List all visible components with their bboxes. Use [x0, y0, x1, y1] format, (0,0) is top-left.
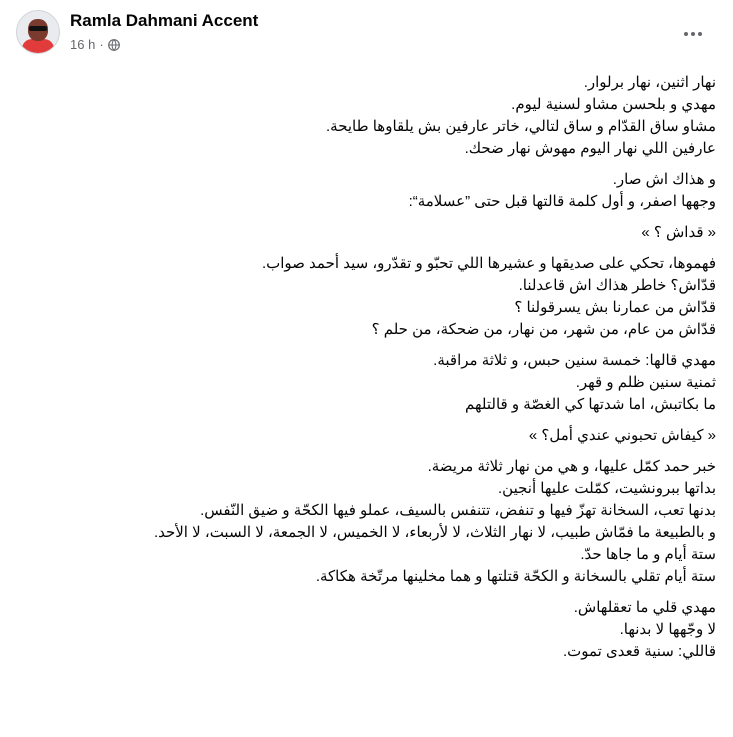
author-avatar[interactable]	[16, 10, 60, 54]
post-paragraph	[14, 425, 716, 447]
post-paragraph	[14, 253, 716, 341]
post-line: ستة أيام تقلي بالسخانة و الكحّة قتلتها و هما مخلينها مرتّخة هكاكة.	[315, 568, 716, 585]
post-text	[14, 72, 716, 672]
more-options-icon[interactable]	[680, 21, 706, 47]
post-line: مهدي قلي ما تعقلهاش.	[573, 599, 716, 616]
post-paragraph	[14, 597, 716, 663]
post-subline	[70, 37, 258, 53]
post-paragraph	[14, 72, 716, 160]
post-line: ما بكاتبش، اما شدتها كي الغصّة و قالتلهم	[465, 396, 716, 413]
post-line: قدّاش من عام، من شهر، من نهار، من ضحكة، من حلم ؟	[371, 321, 716, 338]
post-line: مهدي و بلحسن مشاو لسنية ليوم.	[511, 96, 716, 113]
post-line: قاللي: سنية قعدى تموت.	[562, 643, 716, 660]
post-line: نهار اثنين، نهار برلوار.	[583, 74, 716, 91]
post-line: خبر حمد كمّل عليها، و هي من نهار ثلاثة مريضة.	[427, 458, 716, 475]
post-header	[16, 10, 258, 54]
post-line: بداتها ببرونشيت، كمّلت عليها أنجين.	[498, 480, 716, 497]
separator-dot: ·	[99, 37, 104, 52]
post-line: قدّاش من عمارنا بش يسرقولنا ؟	[514, 299, 716, 316]
post-paragraph	[14, 222, 716, 244]
avatar-sunglasses	[29, 26, 47, 31]
post-paragraph	[14, 169, 716, 213]
post-line: « قداش ؟ »	[641, 224, 716, 241]
post-line: و بالطبيعة ما فمّاش طبيب، لا نهار الثلاث، لا لأربعاء، لا الخميس، لا الجمعة، لا السبت، لا الأحد.	[153, 524, 716, 541]
post-line: « كيفاش تحبوني عندي أمل؟ »	[528, 427, 716, 444]
post-line: فهموها، تحكي على صديقها و عشيرها اللي تحبّو و تقدّرو، سيد أحمد صواب.	[261, 255, 716, 272]
post-line: لا وجّهها لا بدنها.	[619, 621, 716, 638]
post-line: ثمنية سنين ظلم و قهر.	[575, 374, 716, 391]
post-line: ستة أيام و ما جاها حدّ.	[580, 546, 716, 563]
post-line: و هذاك اش صار.	[612, 171, 716, 188]
author-name[interactable]: Ramla Dahmani Accent	[70, 11, 259, 30]
post-paragraph	[14, 456, 716, 588]
post-time[interactable]: 16 h	[70, 37, 96, 52]
post-line: وجهها اصفر، و أول كلمة قالتها قبل حتى ”عسلامة“:	[408, 193, 716, 210]
post-line: بدنها تعب، السخانة تهزّ فيها و تنفض، تتنفس بالسيف، عملو فيها الكحّة و ضيق النّفس.	[200, 502, 716, 519]
post-line: قدّاش؟ خاطر هذاك اش قاعدلنا.	[518, 277, 716, 294]
avatar-shirt	[22, 39, 54, 54]
globe-icon[interactable]	[108, 39, 120, 51]
post-paragraph	[14, 350, 716, 416]
post-meta	[70, 11, 258, 53]
post-line: عارفين اللي نهار اليوم مهوش نهار ضحك.	[464, 140, 716, 157]
post-line: مهدي قالها: خمسة سنين حبس، و ثلاثة مراقبة.	[433, 352, 716, 369]
post-line: مشاو ساق القدّام و ساق لتالي، خاتر عارفين بش يلقاوها طايحة.	[325, 118, 716, 135]
